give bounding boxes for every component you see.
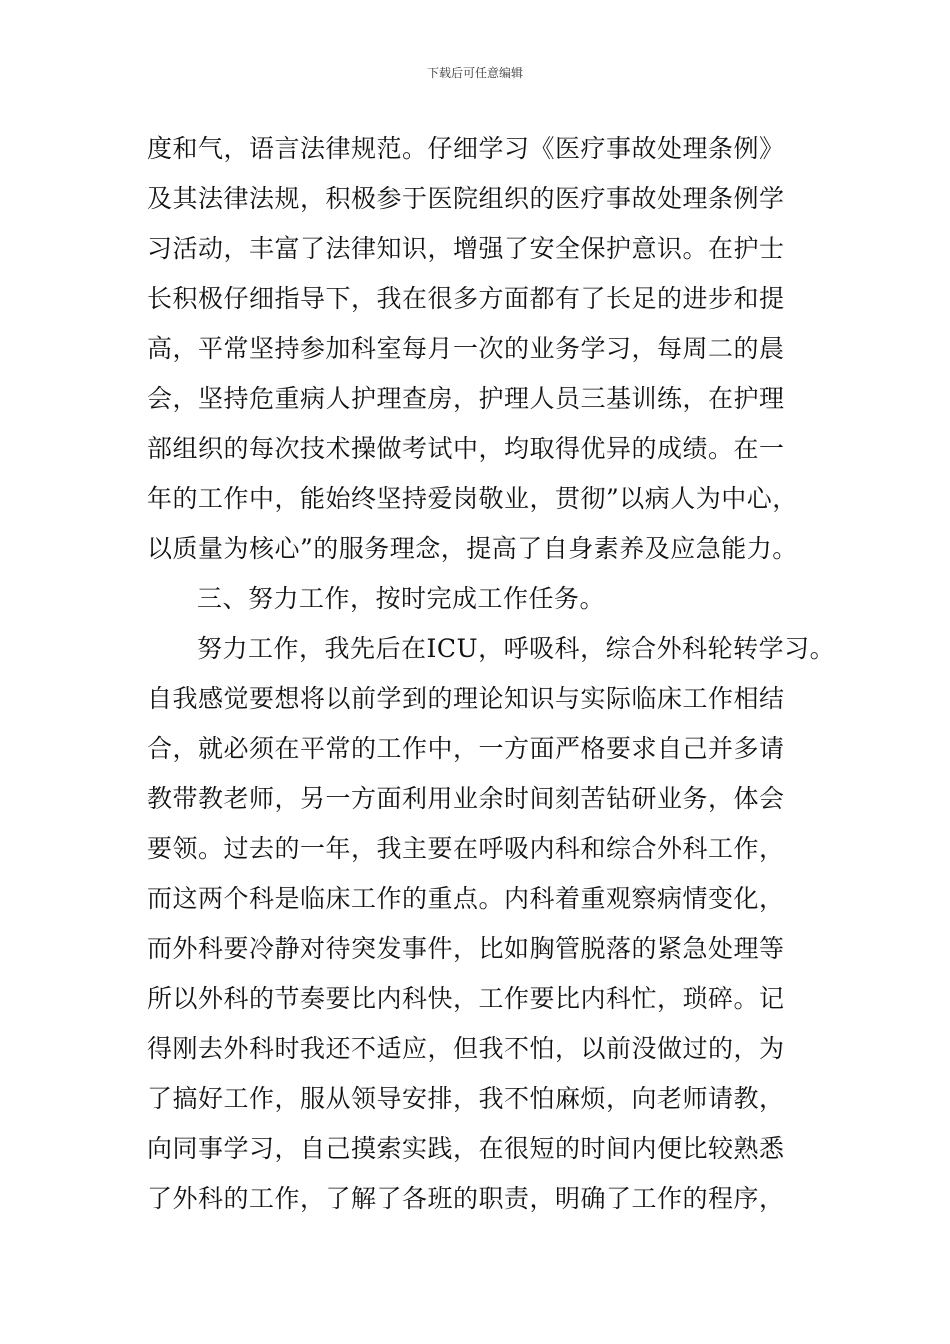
text-line: 教带教老师，另一方面利用业余时间刻苦钻研业务，体会 bbox=[147, 784, 785, 813]
paragraph-start-line: 努力工作，我先后在ICU，呼吸科，综合外科轮转学习。 bbox=[197, 634, 836, 663]
text-line: 年的工作中，能始终坚持爱岗敬业，贯彻”以病人为中心， bbox=[147, 484, 798, 513]
text-line: 以质量为核心”的服务理念，提高了自身素养及应急能力。 bbox=[147, 534, 798, 563]
text-line: 度和气，语言法律规范。仔细学习《医疗事故处理条例》 bbox=[147, 134, 785, 163]
text-line: 及其法律法规，积极参于医院组织的医疗事故处理条例学 bbox=[147, 184, 785, 213]
section-heading: 三、努力工作，按时完成工作任务。 bbox=[197, 584, 606, 613]
text-line: 高，平常坚持参加科室每月一次的业务学习，每周二的晨 bbox=[147, 334, 785, 363]
text-line: 习活动，丰富了法律知识，增强了安全保护意识。在护士 bbox=[147, 234, 785, 263]
text-line: 要领。过去的一年，我主要在呼吸内科和综合外科工作， bbox=[147, 834, 785, 863]
page-header: 下载后可任意编辑 bbox=[426, 66, 523, 80]
text-line: 了搞好工作，服从领导安排，我不怕麻烦，向老师请教， bbox=[147, 1084, 785, 1113]
document-body bbox=[147, 124, 847, 1224]
text-line: 会，坚持危重病人护理查房，护理人员三基训练，在护理 bbox=[147, 384, 785, 413]
text-line: 部组织的每次技术操做考试中，均取得优异的成绩。在一 bbox=[147, 434, 785, 463]
text-line: 而外科要冷静对待突发事件，比如胸管脱落的紧急处理等 bbox=[147, 934, 785, 963]
text-line: 得刚去外科时我还不适应，但我不怕，以前没做过的，为 bbox=[147, 1034, 785, 1063]
text-line: 向同事学习，自己摸索实践，在很短的时间内便比较熟悉 bbox=[147, 1134, 785, 1163]
text-line: 所以外科的节奏要比内科快，工作要比内科忙，琐碎。记 bbox=[147, 984, 785, 1013]
text-line: 了外科的工作，了解了各班的职责，明确了工作的程序， bbox=[147, 1184, 785, 1213]
text-line: 合，就必须在平常的工作中，一方面严格要求自己并多请 bbox=[147, 734, 785, 763]
text-line: 自我感觉要想将以前学到的理论知识与实际临床工作相结 bbox=[147, 684, 785, 713]
text-line: 长积极仔细指导下，我在很多方面都有了长足的进步和提 bbox=[147, 284, 785, 313]
text-line: 而这两个科是临床工作的重点。内科着重观察病情变化， bbox=[147, 884, 785, 913]
